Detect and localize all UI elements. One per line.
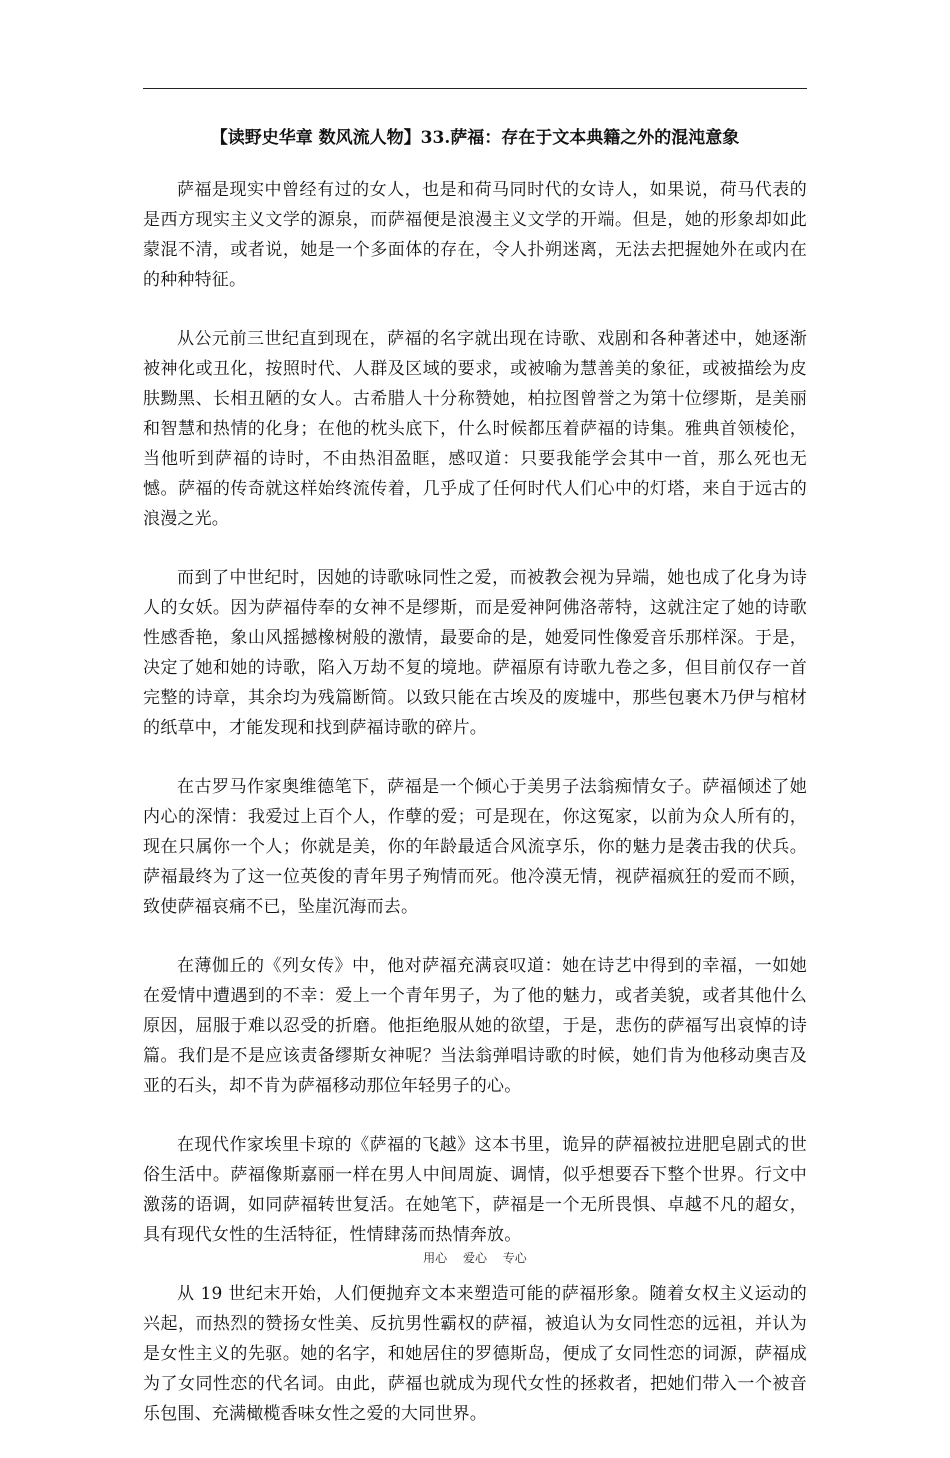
- paragraph-5: 在薄伽丘的《列女传》中，他对萨福充满哀叹道：她在诗艺中得到的幸福，一如她在爱情中遭遇到的不幸：爱上一个青年男子，为了他的魅力，或者美貌，或者其他什么原因，屈服于难以忍受的折磨。他拒绝服从她的欲望，于是，悲伤的萨福写出哀悼的诗篇。我们是不是应该责备缪斯女神呢？当法翁弹唱诗歌的时候，她们肯为他移动奥吉及亚的石头，却不肯为萨福移动那位年轻男子的心。: [143, 956, 807, 1096]
- paragraph-6: 在现代作家埃里卡琼的《萨福的飞越》这本书里，诡异的萨福被拉进肥皂剧式的世俗生活中。萨福像斯嘉丽一样在男人中间周旋、调情，似乎想要吞下整个世界。行文中激荡的语调，如同萨福转世复活。在她笔下，萨福是一个无所畏惧、卓越不凡的超女，具有现代女性的生活特征，性情肆荡而热情奔放。: [143, 1135, 807, 1245]
- article-title: 【读野史华章 数风流人物】33.萨福：存在于文本典籍之外的混沌意象: [210, 128, 740, 148]
- paragraph-3: 而到了中世纪时，因她的诗歌咏同性之爱，而被教会视为异端，她也成了化身为诗人的女妖。因为萨福侍奉的女神不是缪斯，而是爱神阿佛洛蒂特，这就注定了她的诗歌性感香艳，象山风摇撼橡树般的激情，最要命的是，她爱同性像爱音乐那样深。于是，决定了她和她的诗歌，陷入万劫不复的境地。萨福原有诗歌九卷之多，但目前仅存一首完整的诗章，其余均为残篇断简。以致只能在古埃及的废墟中，那些包裹木乃伊与棺材的纸草中，才能发现和找到萨福诗歌的碎片。: [143, 568, 807, 738]
- page-footer: 用心 爱心 专心: [423, 1251, 527, 1265]
- paragraph-1: 萨福是现实中曾经有过的女人，也是和荷马同时代的女诗人，如果说，荷马代表的是西方现实主义文学的源泉，而萨福便是浪漫主义文学的开端。但是，她的形象却如此蒙混不清，或者说，她是一个多面体的存在，令人扑朔迷离，无法去把握她外在或内在的种种特征。: [143, 180, 807, 290]
- paragraph-4: 在古罗马作家奥维德笔下，萨福是一个倾心于美男子法翁痴情女子。萨福倾述了她内心的深情：我爱过上百个人，作孽的爱；可是现在，你这冤家，以前为众人所有的，现在只属你一个人；你就是美，你的年龄最适合风流享乐，你的魅力是袭击我的伏兵。萨福最终为了这一位英俊的青年男子殉情而死。他冷漠无情，视萨福疯狂的爱而不顾，致使萨福哀痛不已，坠崖沉海而去。: [143, 777, 807, 917]
- paragraph-7: 从 19 世纪末开始，人们便抛弃文本来塑造可能的萨福形象。随着女权主义运动的兴起，而热烈的赞扬女性美、反抗男性霸权的萨福，被追认为女同性恋的远祖，并认为是女性主义的先驱。她的名字，和她居住的罗德斯岛，便成了女同性恋的词源，萨福成为了女同性恋的代名词。由此，萨福也就成为现代女性的拯救者，把她们带入一个被音乐包围、充满橄榄香味女性之爱的大同世界。: [143, 1284, 807, 1424]
- paragraph-2: 从公元前三世纪直到现在，萨福的名字就出现在诗歌、戏剧和各种著述中，她逐渐被神化或丑化，按照时代、人群及区域的要求，或被喻为慧善美的象征，或被描绘为皮肤黝黑、长相丑陋的女人。古希腊人十分称赞她，柏拉图曾誉之为第十位缪斯，是美丽和智慧和热情的化身；在他的枕头底下，什么时候都压着萨福的诗集。雅典首领棱伦，当他听到萨福的诗时，不由热泪盈眶，感叹道：只要我能学会其中一首，那么死也无憾。萨福的传奇就这样始终流传着，几乎成了任何时代人们心中的灯塔，来自于远古的浪漫之光。: [143, 329, 807, 529]
- header-rule: [143, 88, 807, 89]
